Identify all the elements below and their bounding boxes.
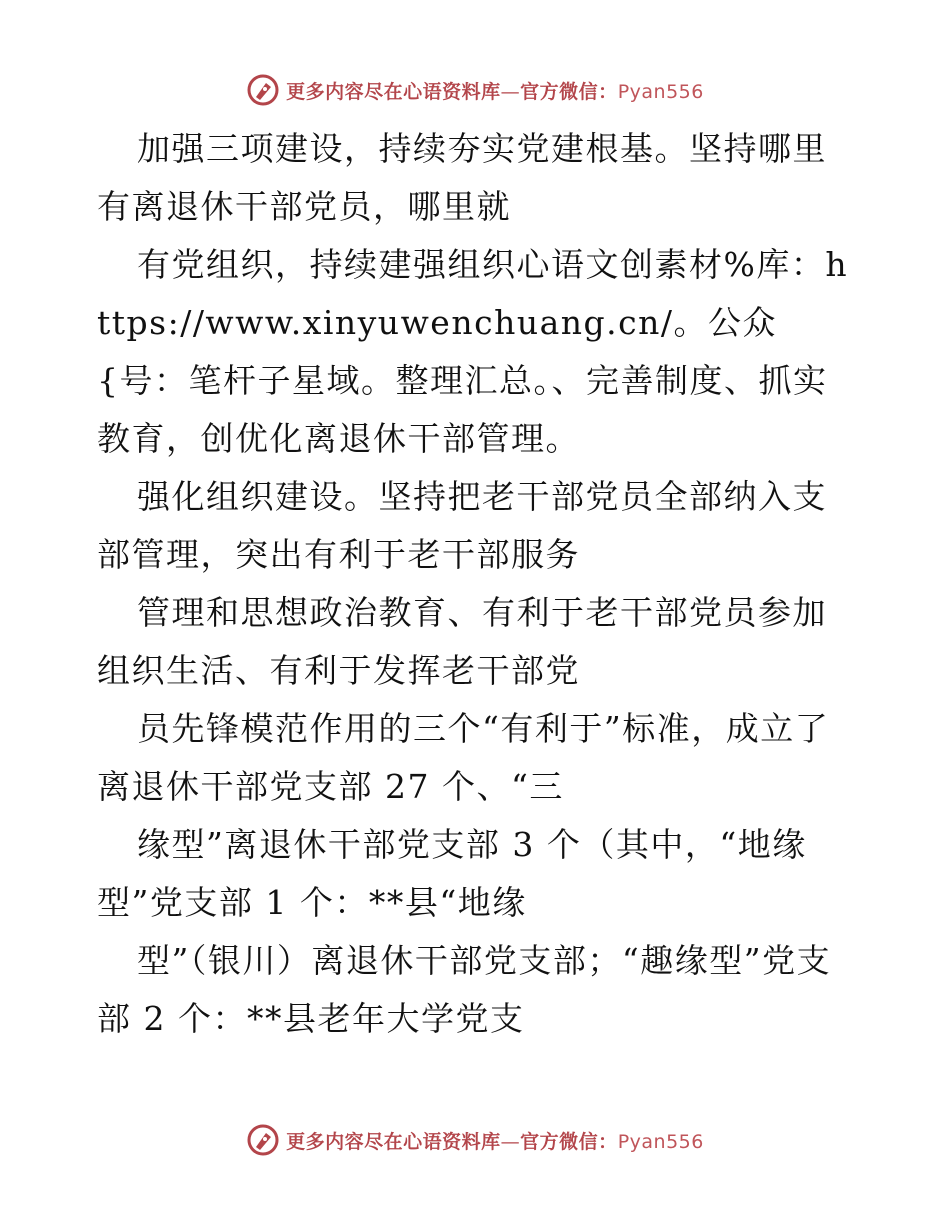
paragraph: 加强三项建设，持续夯实党建根基。坚持哪里有离退休干部党员，哪里就 (97, 129, 827, 226)
document-body (97, 120, 857, 1048)
pen-nib-logo-icon (246, 73, 280, 107)
paragraph: 缘型”离退休干部党支部 3 个（其中，“地缘型”党支部 1 个：**县“地缘 (97, 825, 807, 922)
footer-watermark-banner (0, 1120, 950, 1160)
paragraph: 管理和思想政治教育、有利于老干部党员参加组织生活、有利于发挥老干部党 (97, 593, 827, 690)
paragraph: 员先锋模范作用的三个“有利于”标准，成立了离退休干部党支部 27 个、“三 (97, 709, 830, 806)
banner-text: 更多内容尽在心语资料库—官方微信：Pyan556 (286, 80, 704, 103)
paragraph: 型”（银川）离退休干部党支部；“趣缘型”党支部 2 个：**县老年大学党支 (97, 941, 832, 1038)
header-watermark-banner (0, 70, 950, 110)
paragraph: 强化组织建设。坚持把老干部党员全部纳入支部管理，突出有利于老干部服务 (97, 477, 827, 574)
paragraph: 有党组织，持续建强组织心语文创素材%库：https://www.xinyuwenchuang.cn/。公众{号：笔杆子星域。整理汇总。、完善制度、抓实教育，创优化离退休干部管理。 (97, 245, 849, 458)
banner-text: 更多内容尽在心语资料库—官方微信：Pyan556 (286, 1130, 704, 1153)
pen-nib-logo-icon (246, 1123, 280, 1157)
